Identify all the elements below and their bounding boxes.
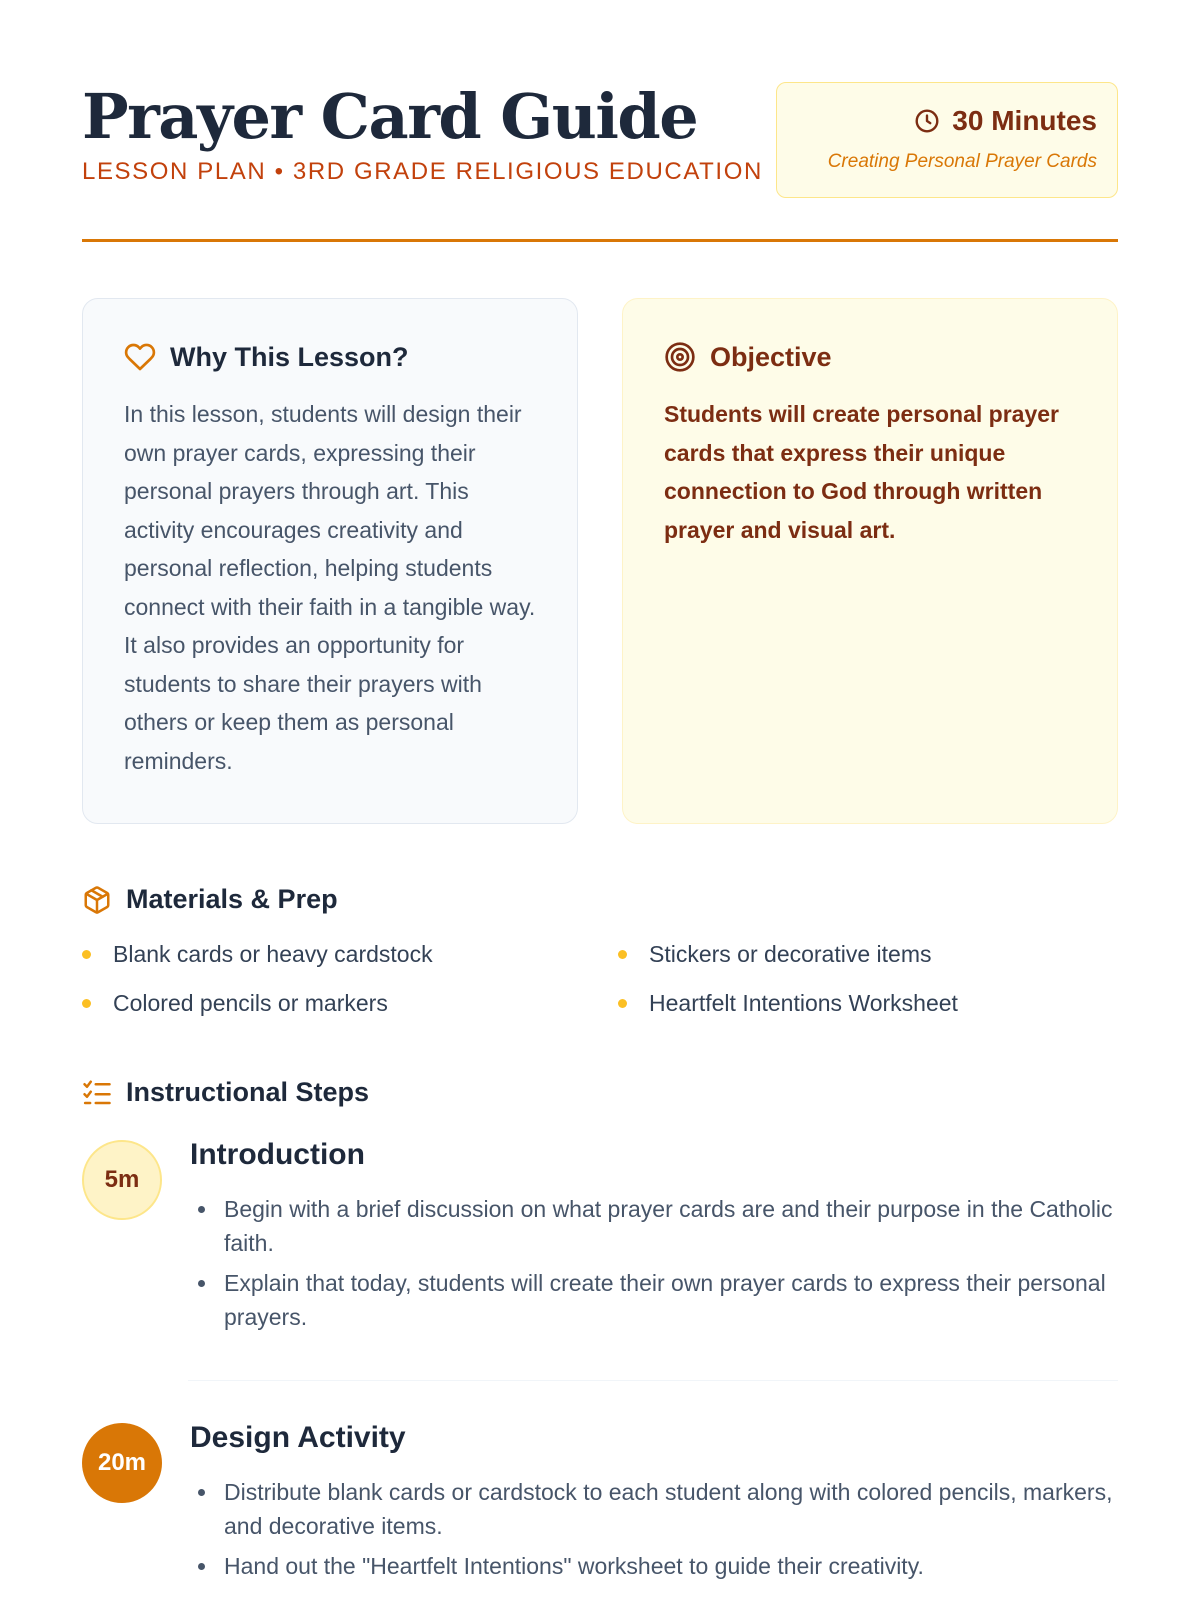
- bullet-dot: [82, 950, 91, 959]
- material-item-label: Colored pencils or markers: [113, 990, 388, 1016]
- objective-card-title: Objective: [710, 341, 832, 372]
- duration-caption: Creating Personal Prayer Cards: [827, 151, 1097, 172]
- material-item: [82, 990, 618, 1017]
- why-card-title: Why This Lesson?: [170, 341, 409, 372]
- why-card-header: [124, 341, 537, 373]
- materials-section: [82, 884, 1118, 1017]
- material-item: [618, 990, 1118, 1017]
- material-item: [618, 941, 1118, 968]
- steps-section: [82, 1077, 1118, 1589]
- objective-card: [622, 298, 1118, 824]
- objective-card-header: [664, 341, 1077, 373]
- step-bullet: Distribute blank cards or cardstock to each student along with colored pencils, markers, and decorative items.: [190, 1475, 1118, 1543]
- step-title: Design Activity: [190, 1421, 406, 1454]
- step-content: [190, 1138, 1118, 1340]
- page-title: Prayer Card Guide: [82, 80, 698, 153]
- intro-cards: [82, 298, 1118, 824]
- clock-icon: [914, 108, 940, 134]
- material-item-label: Blank cards or heavy cardstock: [113, 941, 433, 967]
- step-bullet: Begin with a brief discussion on what prayer cards are and their purpose in the Catholic faith.: [190, 1192, 1118, 1260]
- step-title: Introduction: [190, 1138, 365, 1171]
- why-card-body: In this lesson, students will design their own prayer cards, expressing their personal prayers through art. This activity encourages creativity and personal reflection, helping students connect with their faith in a tangible way. It also provides an opportunity for students to share their prayers with others or keep them as personal reminders.: [124, 401, 536, 774]
- material-item-label: Heartfelt Intentions Worksheet: [649, 990, 958, 1016]
- bullet-dot: [618, 950, 627, 959]
- checklist-icon: [82, 1078, 112, 1108]
- bullet-dot: [82, 999, 91, 1008]
- material-item-label: Stickers or decorative items: [649, 941, 932, 967]
- step-introduction: [82, 1138, 1118, 1340]
- step-bullet: Hand out the "Heartfelt Intentions" worksheet to guide their creativity.: [190, 1549, 1118, 1583]
- duration-row: [777, 105, 1097, 137]
- steps-title: Instructional Steps: [126, 1077, 370, 1107]
- duration-box: [776, 82, 1118, 198]
- step-bullet: Explain that today, students will create their own prayer cards to express their personal prayers.: [190, 1266, 1118, 1334]
- step-divider: [188, 1380, 1118, 1381]
- duration-label: 30 Minutes: [952, 105, 1097, 136]
- page-header: [82, 0, 1118, 242]
- package-icon: [82, 885, 112, 915]
- step-duration-badge: 5m: [82, 1140, 162, 1220]
- materials-list: [82, 941, 1118, 1017]
- step-bullets: [190, 1475, 1118, 1583]
- step-duration-badge: 20m: [82, 1423, 162, 1503]
- why-card: [82, 298, 578, 824]
- bullet-dot: [618, 999, 627, 1008]
- step-design-activity: [82, 1421, 1118, 1589]
- step-content: [190, 1421, 1118, 1589]
- heart-icon: [124, 341, 156, 373]
- step-bullets: [190, 1192, 1118, 1334]
- steps-header: [82, 1077, 1118, 1108]
- materials-title: Materials & Prep: [126, 884, 338, 914]
- page-subtitle: LESSON PLAN • 3RD GRADE RELIGIOUS EDUCATION: [82, 158, 763, 185]
- target-icon: [664, 341, 696, 373]
- objective-card-body: Students will create personal prayer cards that express their unique connection to God through written prayer and visual art.: [664, 401, 1059, 543]
- materials-header: [82, 884, 1118, 915]
- material-item: [82, 941, 618, 968]
